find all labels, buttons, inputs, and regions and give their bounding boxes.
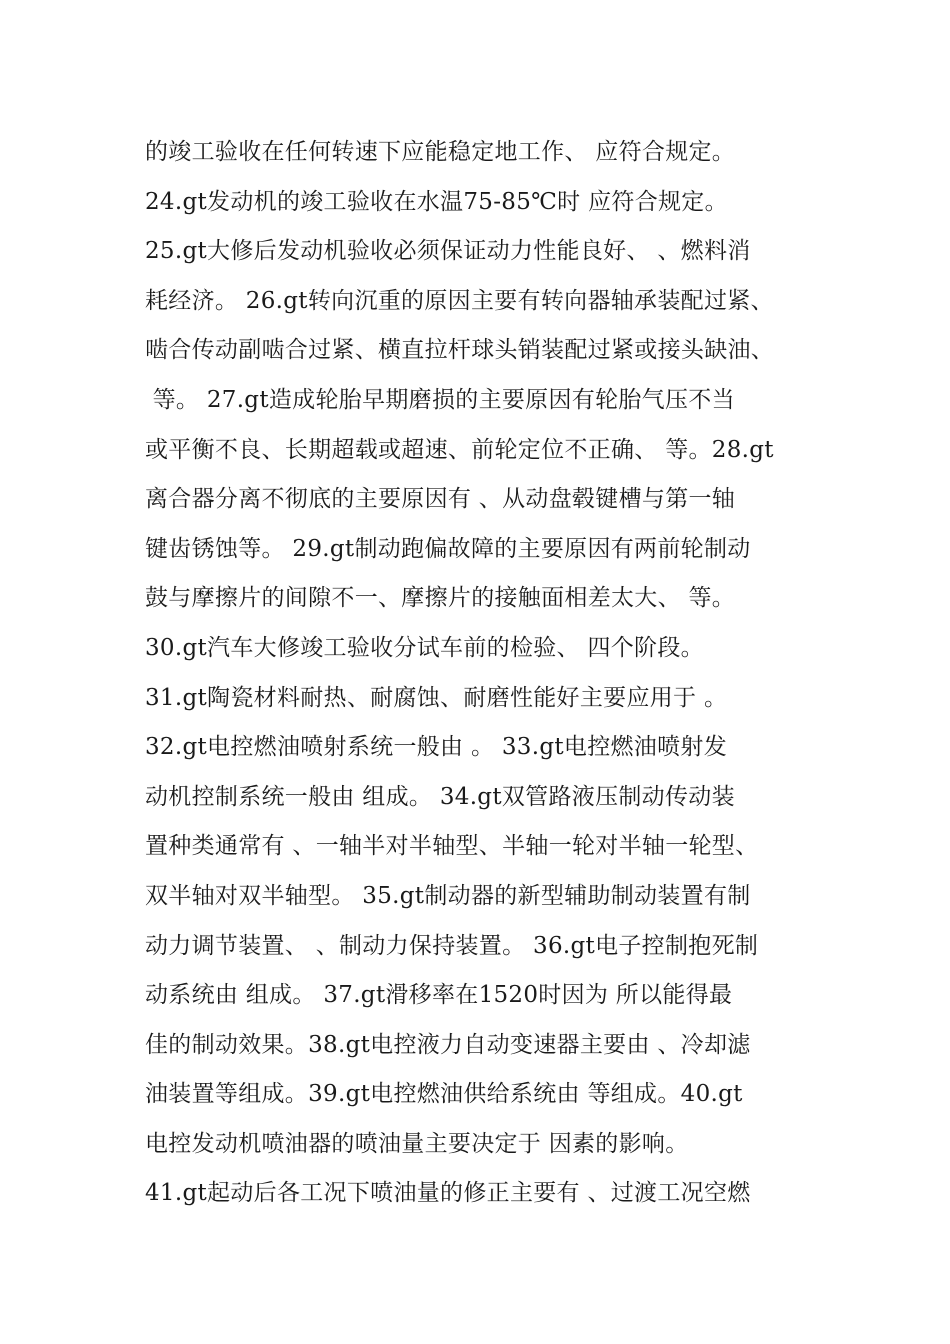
text-line-16: 双半轴对双半轴型。 35.gt制动器的新型辅助制动装置有制 — [145, 882, 751, 909]
text-line-9: 键齿锈蚀等。 29.gt制动跑偏故障的主要原因有两前轮制动 — [145, 535, 751, 562]
text-line-21: 电控发动机喷油器的喷油量主要决定于 因素的影响。 — [145, 1130, 689, 1157]
text-line-3: 25.gt大修后发动机验收必须保证动力性能良好、 、燃料消 — [145, 238, 751, 265]
text-line-18: 动系统由 组成。 37.gt滑移率在1520时因为 所以能得最 — [145, 982, 733, 1009]
text-line-11: 30.gt汽车大修竣工验收分试车前的检验、 四个阶段。 — [145, 634, 704, 661]
text-line-5: 啮合传动副啮合过紧、横直拉杆球头销装配过紧或接头缺油、 — [145, 337, 775, 364]
text-line-10: 鼓与摩擦片的间隙不一、摩擦片的接触面相差太大、 等。 — [145, 585, 736, 612]
text-line-12: 31.gt陶瓷材料耐热、耐腐蚀、耐磨性能好主要应用于 。 — [145, 684, 728, 711]
text-line-22: 41.gt起动后各工况下喷油量的修正主要有 、过渡工况空燃 — [145, 1180, 751, 1207]
text-line-17: 动力调节装置、 、制动力保持装置。 36.gt电子控制抱死制 — [145, 932, 759, 959]
text-line-14: 动机控制系统一般由 组成。 34.gt双管路液压制动传动装 — [145, 783, 735, 810]
text-line-8: 离合器分离不彻底的主要原因有 、从动盘毂键槽与第一轴 — [145, 486, 736, 513]
text-line-7: 或平衡不良、长期超载或超速、前轮定位不正确、 等。28.gt — [145, 436, 774, 463]
text-line-20: 油装置等组成。39.gt电控燃油供给系统由 等组成。40.gt — [145, 1081, 743, 1108]
document-body — [145, 128, 825, 1219]
text-line-13: 32.gt电控燃油喷射系统一般由 。 33.gt电控燃油喷射发 — [145, 734, 728, 761]
text-line-19: 佳的制动效果。38.gt电控液力自动变速器主要由 、冷却滤 — [145, 1031, 751, 1058]
text-line-15: 置种类通常有 、一轴半对半轴型、半轴一轮对半轴一轮型、 — [145, 833, 759, 860]
text-line-1: 的竣工验收在任何转速下应能稳定地工作、 应符合规定。 — [145, 139, 736, 165]
text-line-6: 等。 27.gt造成轮胎早期磨损的主要原因有轮胎气压不当 — [145, 386, 735, 413]
text-line-2: 24.gt发动机的竣工验收在水温75-85℃时 应符合规定。 — [145, 188, 728, 215]
text-line-4: 耗经济。 26.gt转向沉重的原因主要有转向器轴承装配过紧、 — [145, 287, 774, 314]
